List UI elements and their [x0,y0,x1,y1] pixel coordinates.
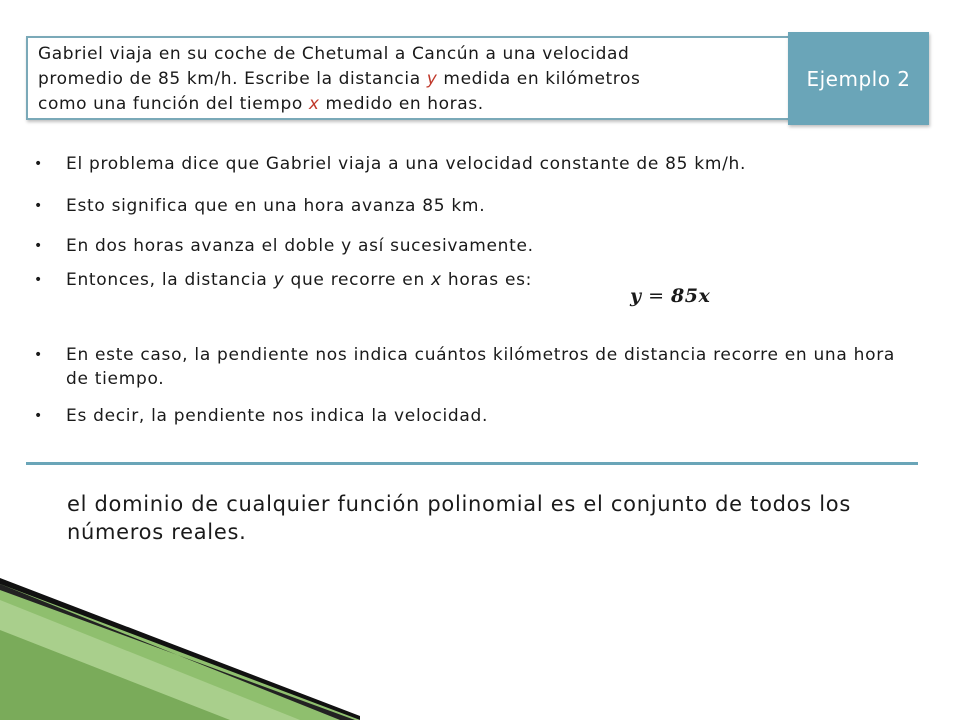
bullet-dot: • [34,238,43,254]
equation-rhs: 85x [671,285,711,307]
bullet-text: El problema dice que Gabriel viaja a una velocidad constante de 85 km/h. [66,154,747,174]
section-divider [26,462,918,465]
domain-note: el dominio de cualquier función polinomial es el conjunto de todos los números reales. [67,492,851,544]
variable-x: x [308,94,320,114]
bullet-dot: • [34,156,43,172]
bullet-dot: • [34,347,43,363]
problem-box [26,36,790,120]
equation-operator: = [641,285,672,307]
problem-line-1: Gabriel viaja en su coche de Chetumal a Cancún a una velocidad [38,44,630,64]
variable-y: y [273,270,285,290]
problem-line-2a: promedio de 85 km/h. Escribe la distancia [38,69,427,89]
bullet-text: En este caso, la pendiente nos indica cuántos kilómetros de distancia recorre en una hora de tiempo. [66,345,896,389]
equation-lhs: y [630,285,642,307]
bullet-dot: • [34,272,43,288]
variable-y: y [426,69,438,89]
bullet-text: Entonces, la distancia y que recorre en x horas es: [66,270,533,290]
example-label: Ejemplo 2 [788,32,929,125]
problem-line-3a: como una función del tiempo [38,94,309,114]
bullet-text: En dos horas avanza el doble y así sucesivamente. [66,236,534,256]
variable-x: x [431,270,442,290]
bullet-dot: • [34,198,43,214]
decorative-corner-graphic [0,560,360,720]
bullet-text: Esto significa que en una hora avanza 85 km. [66,196,486,216]
problem-line-2b: medida en kilómetros [437,69,641,89]
bullet-text: Es decir, la pendiente nos indica la velocidad. [66,406,489,426]
bullet-dot: • [34,408,43,424]
equation [630,285,710,307]
problem-statement [38,42,778,117]
problem-line-3b: medido en horas. [319,94,484,114]
